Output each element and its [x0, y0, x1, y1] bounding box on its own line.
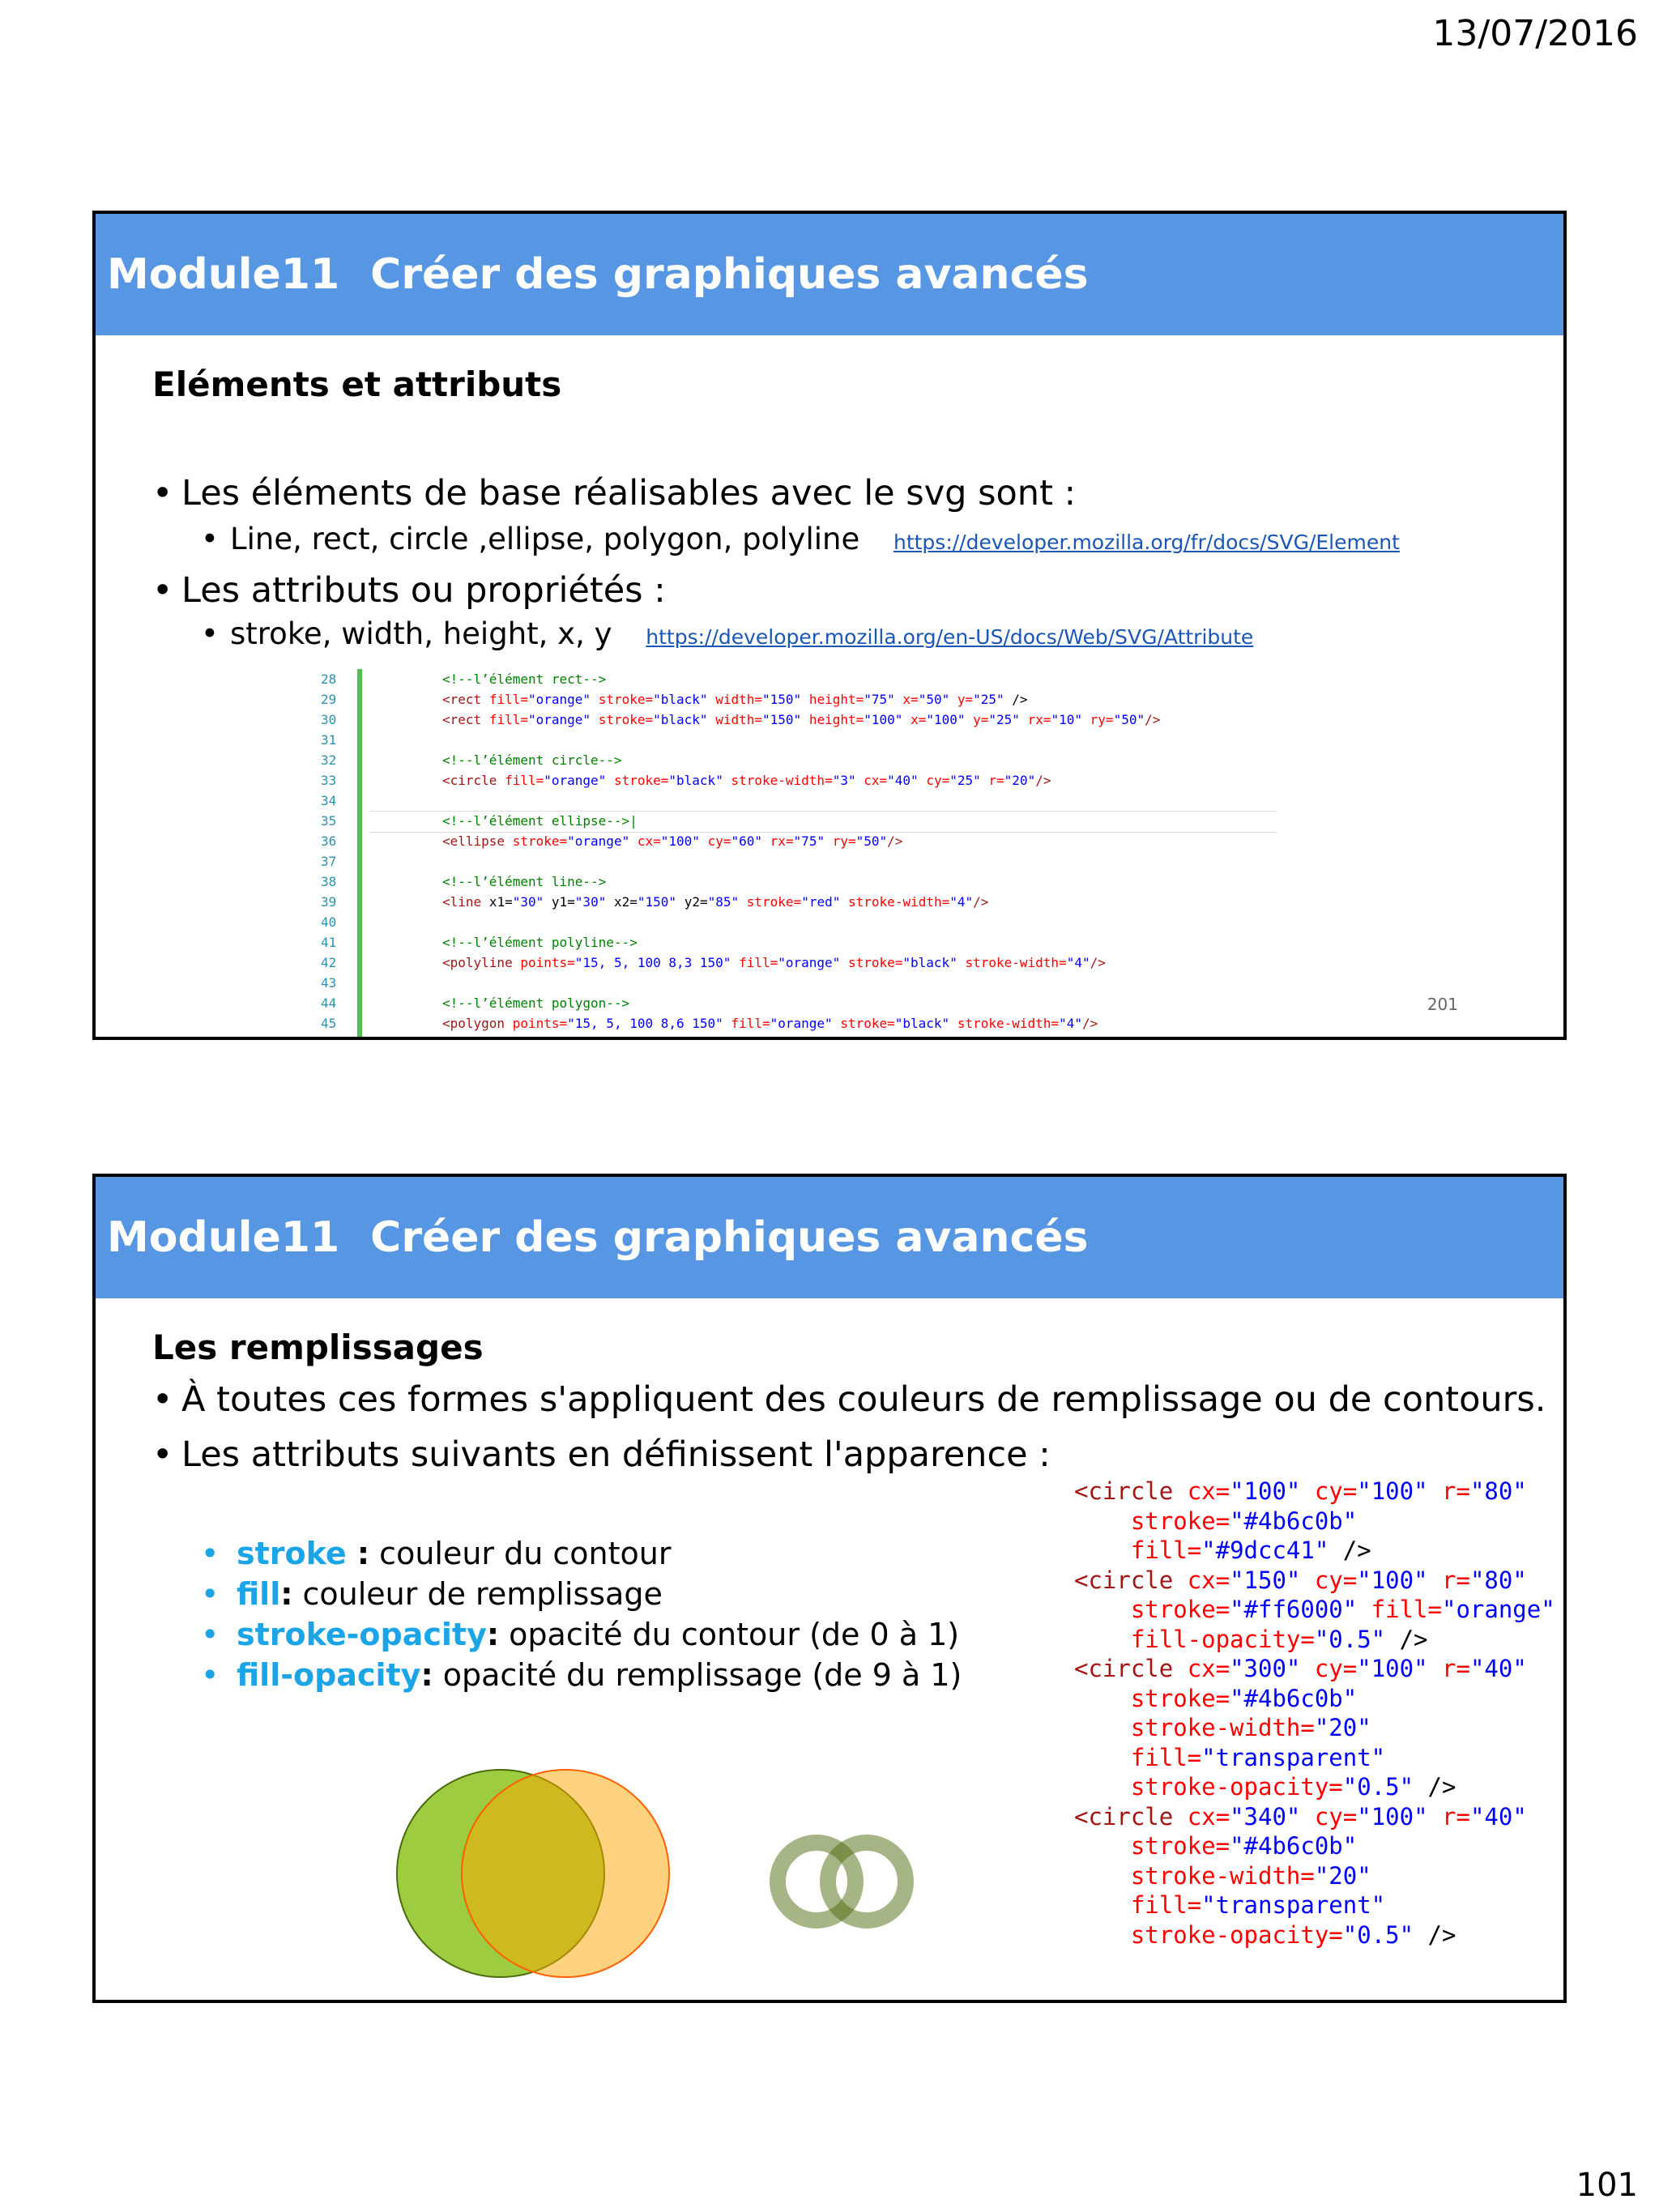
code-line	[321, 811, 638, 831]
line-number: 37	[321, 854, 337, 869]
sub-bullet-text: Line, rect, circle ,ellipse, polygon, polyline	[230, 522, 860, 556]
slide-title: Créer des graphiques avancés	[370, 250, 1089, 299]
slide-201	[92, 211, 1567, 1040]
code-line: <circle cx="300" cy="100" r="40"	[1074, 1655, 1527, 1682]
code-line	[321, 912, 343, 932]
line-number: 40	[321, 914, 337, 930]
code-text: <!--l’élément polyline-->	[442, 935, 638, 950]
code-text: <polyline points="15, 5, 100 8,3 150" fill="orange" stroke="black" stroke-width="4"/>	[442, 955, 1106, 970]
svg-circle-code	[1074, 1477, 1555, 1950]
module-label: Module11	[107, 1213, 340, 1262]
code-line: stroke-width="20"	[1130, 1861, 1371, 1890]
code-line: stroke-width="20"	[1130, 1714, 1371, 1741]
code-line	[321, 689, 1028, 710]
slide-header	[96, 214, 1563, 335]
code-line: stroke="#ff6000" fill="orange"	[1130, 1596, 1555, 1623]
page-date: 13/07/2016	[1432, 13, 1638, 54]
code-line	[321, 973, 343, 993]
slide-title: Créer des graphiques avancés	[370, 1213, 1089, 1262]
code-line	[321, 1013, 1098, 1034]
code-line: stroke-opacity="0.5" />	[1130, 1920, 1456, 1949]
line-number: 33	[321, 773, 337, 788]
section-subtitle: Eléments et attributs	[152, 364, 562, 404]
sub-bullet-text: stroke, width, height, x, y	[230, 616, 612, 651]
code-text: <ellipse stroke="orange" cx="100" cy="60" rx="75" ry="50"/>	[442, 833, 903, 849]
attr-item-fill: • fill: couleur de remplissage	[201, 1576, 663, 1612]
code-line	[321, 750, 622, 770]
bullet-text: Les attributs suivants en définissent l'apparence :	[181, 1434, 1051, 1475]
line-number: 41	[321, 935, 337, 950]
slide-header	[96, 1177, 1563, 1298]
code-line	[321, 710, 1161, 730]
line-number: 31	[321, 732, 337, 748]
code-line: <circle cx="150" cy="100" r="80"	[1074, 1566, 1527, 1594]
code-text: <!--l’élément circle-->	[442, 752, 622, 768]
code-text: <!--l’élément ellipse-->|	[442, 813, 638, 829]
code-line	[321, 730, 343, 750]
code-line	[321, 831, 903, 851]
line-number: 35	[321, 813, 337, 829]
code-text: <!--l’élément rect-->	[442, 671, 607, 687]
line-number: 44	[321, 995, 337, 1011]
bullet-attributes-define: • Les attributs suivants en définissent l'apparence :	[152, 1434, 1051, 1475]
slide-number: 201	[1427, 995, 1458, 1014]
code-line: fill-opacity="0.5" />	[1130, 1625, 1428, 1653]
code-text: <polygon points="15, 5, 100 8,6 150" fill="orange" stroke="black" stroke-width="4"/>	[442, 1016, 1098, 1031]
code-line	[321, 872, 607, 892]
bullet-text: Les éléments de base réalisables avec le svg sont :	[181, 473, 1077, 514]
line-number: 45	[321, 1016, 337, 1031]
orange-semi-transparent-circle	[462, 1770, 669, 1977]
mdn-element-link[interactable]: https://developer.mozilla.org/fr/docs/SVG/Element	[893, 531, 1400, 554]
code-line: <circle cx="100" cy="100" r="80"	[1074, 1477, 1527, 1505]
attr-item-fill-opacity: • fill-opacity: opacité du remplissage (de 9 à 1)	[201, 1657, 962, 1693]
line-number: 34	[321, 793, 337, 808]
code-line	[321, 851, 343, 872]
module-label: Module11	[107, 250, 340, 299]
line-number: 38	[321, 874, 337, 889]
sub-bullet-elements: • Line, rect, circle ,ellipse, polygon, polyline https://developer.mozilla.org/fr/docs/SVG/Element	[201, 522, 1400, 556]
code-text: <circle fill="orange" stroke="black" stroke-width="3" cx="40" cy="25" r="20"/>	[442, 773, 1051, 788]
line-number: 42	[321, 955, 337, 970]
code-line: stroke="#4b6c0b"	[1130, 1507, 1358, 1535]
code-line: <circle cx="340" cy="100" r="40"	[1074, 1802, 1527, 1831]
line-number: 28	[321, 671, 337, 687]
code-text: <!--l’élément polygon-->	[442, 995, 630, 1011]
code-line: stroke="#4b6c0b"	[1130, 1684, 1358, 1712]
gutter-change-bar	[357, 669, 362, 1040]
line-number: 30	[321, 712, 337, 727]
code-line: fill="transparent"	[1130, 1743, 1386, 1771]
sub-bullet-attributes: • stroke, width, height, x, y https://developer.mozilla.org/en-US/docs/Web/SVG/Attribute	[201, 616, 1254, 651]
code-line	[321, 892, 989, 912]
code-text: <rect fill="orange" stroke="black" width="150" height="100" x="100" y="25" rx="10" ry="50"/>	[442, 712, 1161, 727]
bullet-text: À toutes ces formes s'appliquent des couleurs de remplissage ou de contours.	[181, 1379, 1546, 1420]
attr-item-stroke: • stroke : couleur du contour	[201, 1536, 672, 1571]
code-line	[321, 791, 343, 811]
bullet-elements: • Les éléments de base réalisables avec le svg sont :	[152, 473, 1077, 514]
bullet-attributes: • Les attributs ou propriétés :	[152, 570, 666, 611]
line-number: 43	[321, 975, 337, 991]
line-number: 29	[321, 692, 337, 707]
code-text: <line x1="30" y1="30" x2="150" y2="85" stroke="red" stroke-width="4"/>	[442, 894, 989, 910]
green-ring-right	[828, 1843, 906, 1920]
code-line	[321, 932, 638, 953]
bullet-fill-colors: • À toutes ces formes s'appliquent des couleurs de remplissage ou de contours.	[152, 1379, 1546, 1420]
line-number: 36	[321, 833, 337, 849]
code-line	[321, 993, 630, 1013]
page-number: 101	[1576, 2167, 1638, 2204]
code-line: stroke="#4b6c0b"	[1130, 1832, 1358, 1860]
code-line: fill="transparent"	[1130, 1891, 1386, 1919]
mdn-attribute-link[interactable]: https://developer.mozilla.org/en-US/docs/Web/SVG/Attribute	[646, 625, 1254, 649]
slide-202	[92, 1174, 1567, 2003]
code-line	[321, 669, 607, 689]
code-line	[321, 953, 1106, 973]
code-line	[321, 770, 1051, 791]
code-text: <!--l’élément line-->	[442, 874, 607, 889]
line-number: 32	[321, 752, 337, 768]
code-line: fill="#9dcc41" />	[1130, 1536, 1371, 1564]
section-subtitle: Les remplissages	[152, 1328, 484, 1367]
code-editor-snippet	[321, 669, 1374, 1040]
attr-item-stroke-opacity: • stroke-opacity: opacité du contour (de 0 à 1)	[201, 1617, 960, 1652]
attribute-list	[201, 1533, 962, 1695]
bullet-text: Les attributs ou propriétés :	[181, 570, 666, 611]
line-number: 39	[321, 894, 337, 910]
svg-shapes-demo	[395, 1752, 979, 1995]
code-line: stroke-opacity="0.5" />	[1130, 1773, 1456, 1801]
code-text: <rect fill="orange" stroke="black" width="150" height="75" x="50" y="25" />	[442, 692, 1028, 707]
